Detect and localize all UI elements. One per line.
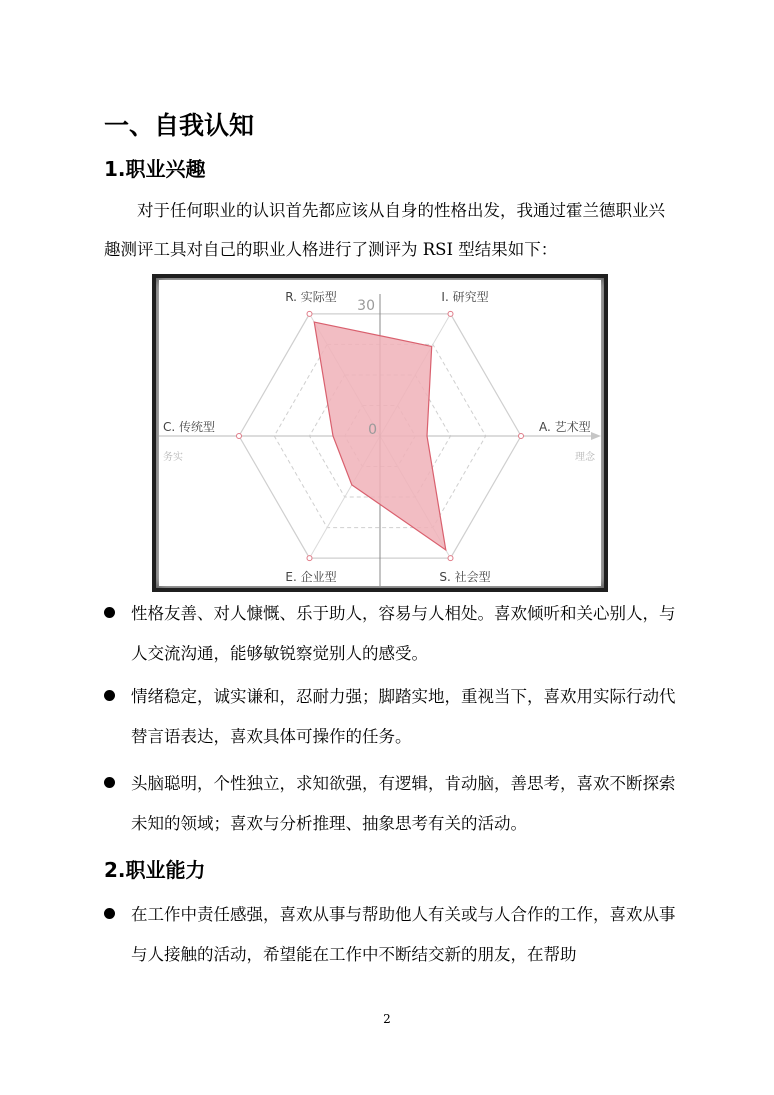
interest-bullet-text: 性格友善、对人慷慨、乐于助人，容易与人相处。喜欢倾听和关心别人，与人交流沟通，能够敏锐察觉别人的感受。 <box>131 604 676 663</box>
radar-svg <box>159 280 601 586</box>
axis-label-2: I. 研究型 <box>441 290 489 304</box>
chart-canvas <box>159 280 601 586</box>
holland-radar-chart <box>152 274 608 592</box>
interest-bullet-2 <box>104 677 678 757</box>
axis-label-3: A. 艺术型 <box>539 420 591 434</box>
ability-bullet-1 <box>104 895 678 975</box>
bullet-dot <box>104 777 115 788</box>
axis-marker-1 <box>307 311 312 316</box>
interest-bullet-text: 情绪稳定，诚实谦和，忍耐力强；脚踏实地，重视当下，喜欢用实际行动代替言语表达，喜欢具体可操作的任务。 <box>131 687 676 746</box>
side-label-right: 理念 <box>575 452 595 463</box>
interest-intro: 对于任何职业的认识首先都应该从自身的性格出发，我通过霍兰德职业兴趣测评工具对自己的职业人格进行了测评为 RSI 型结果如下： <box>104 201 665 259</box>
bullet-dot <box>104 607 115 618</box>
axis-marker-3 <box>519 434 524 439</box>
axis-marker-4 <box>448 556 453 561</box>
axis-marker-5 <box>307 556 312 561</box>
bullet-dot <box>104 908 115 919</box>
axis-label-4: S. 社会型 <box>439 570 491 584</box>
ability-bullet-text: 在工作中责任感强，喜欢从事与帮助他人有关或与人合作的工作，喜欢从事与人接触的活动，希望能在工作中不断结交新的朋友，在帮助 <box>131 905 676 964</box>
page-number: 2 <box>383 1012 391 1026</box>
horizontal-axis-arrow <box>591 432 601 440</box>
ability-heading: 2.职业能力 <box>104 858 206 882</box>
axis-label-6: C. 传统型 <box>163 420 216 434</box>
bullet-dot <box>104 690 115 701</box>
interest-heading: 1.职业兴趣 <box>104 157 206 181</box>
axis-marker-2 <box>448 311 453 316</box>
side-label-left: 务实 <box>163 452 183 463</box>
axis-marker-6 <box>237 434 242 439</box>
interest-bullet-text: 头脑聪明，个性独立，求知欲强，有逻辑，肯动脑，善思考，喜欢不断探索未知的领域；喜欢与分析推理、抽象思考有关的活动。 <box>131 774 676 833</box>
section-title: 一、自我认知 <box>104 111 255 140</box>
tick-label-max: 30 <box>357 298 375 314</box>
axis-label-5: E. 企业型 <box>285 570 337 584</box>
axis-label-1: R. 实际型 <box>285 290 337 304</box>
interest-bullet-3 <box>104 764 678 844</box>
tick-label-min: 0 <box>368 422 377 438</box>
interest-bullet-1 <box>104 594 678 674</box>
